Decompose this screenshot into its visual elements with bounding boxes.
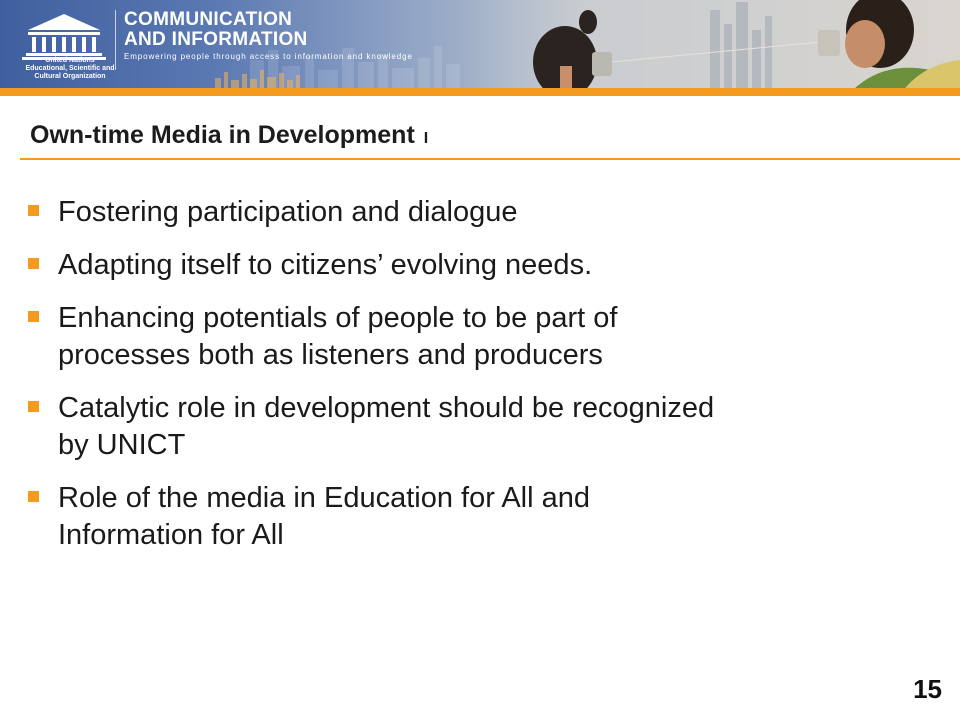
bullet-item-3: [20, 300, 940, 374]
org-name-line-2: Educational, Scientific and: [25, 65, 115, 72]
brand-tagline: Empowering people through access to information and knowledge: [124, 52, 413, 61]
title-underline: [20, 158, 960, 160]
bullet-list: [20, 194, 940, 570]
bullet-text-continuation: processes both as listeners and producers: [58, 339, 603, 371]
brand-title-line-2: AND INFORMATION: [124, 29, 308, 50]
unesco-org-name: [20, 57, 120, 81]
slide-title-tail: I: [423, 130, 429, 147]
orange-square-bullet-icon: [28, 311, 39, 322]
bullet-text-continuation: by UNICT: [58, 429, 186, 461]
orange-square-bullet-icon: [28, 258, 39, 269]
orange-square-bullet-icon: [28, 205, 39, 216]
logo-divider: [115, 10, 116, 70]
page-number: 15: [913, 674, 942, 704]
bullet-item-4: [20, 390, 940, 464]
bullet-item-5: [20, 480, 940, 554]
orange-square-bullet-icon: [28, 401, 39, 412]
bullet-text: Catalytic role in development should be recognized: [58, 392, 715, 424]
banner-photo-illustration: [460, 0, 960, 95]
slide-title-text: Own-time Media in Development: [30, 121, 415, 149]
header-banner: [0, 0, 960, 95]
bullet-item-1: [20, 194, 940, 231]
org-name-line-1: United Nations: [45, 57, 95, 64]
slide-title: [30, 121, 428, 150]
bullet-text: Adapting itself to citizens’ evolving needs.: [58, 249, 593, 281]
bullet-text: Role of the media in Education for All and: [58, 482, 590, 514]
bullet-text: Fostering participation and dialogue: [58, 196, 518, 228]
bullet-item-2: [20, 247, 940, 284]
orange-square-bullet-icon: [28, 491, 39, 502]
banner-accent-bar: [0, 88, 960, 96]
bullet-text-continuation: Information for All: [58, 519, 284, 551]
brand-title-line-1: COMMUNICATION: [124, 9, 293, 30]
org-name-line-3: Cultural Organization: [34, 73, 106, 80]
bullet-text: Enhancing potentials of people to be part of: [58, 302, 618, 334]
brand-title: [124, 10, 308, 50]
